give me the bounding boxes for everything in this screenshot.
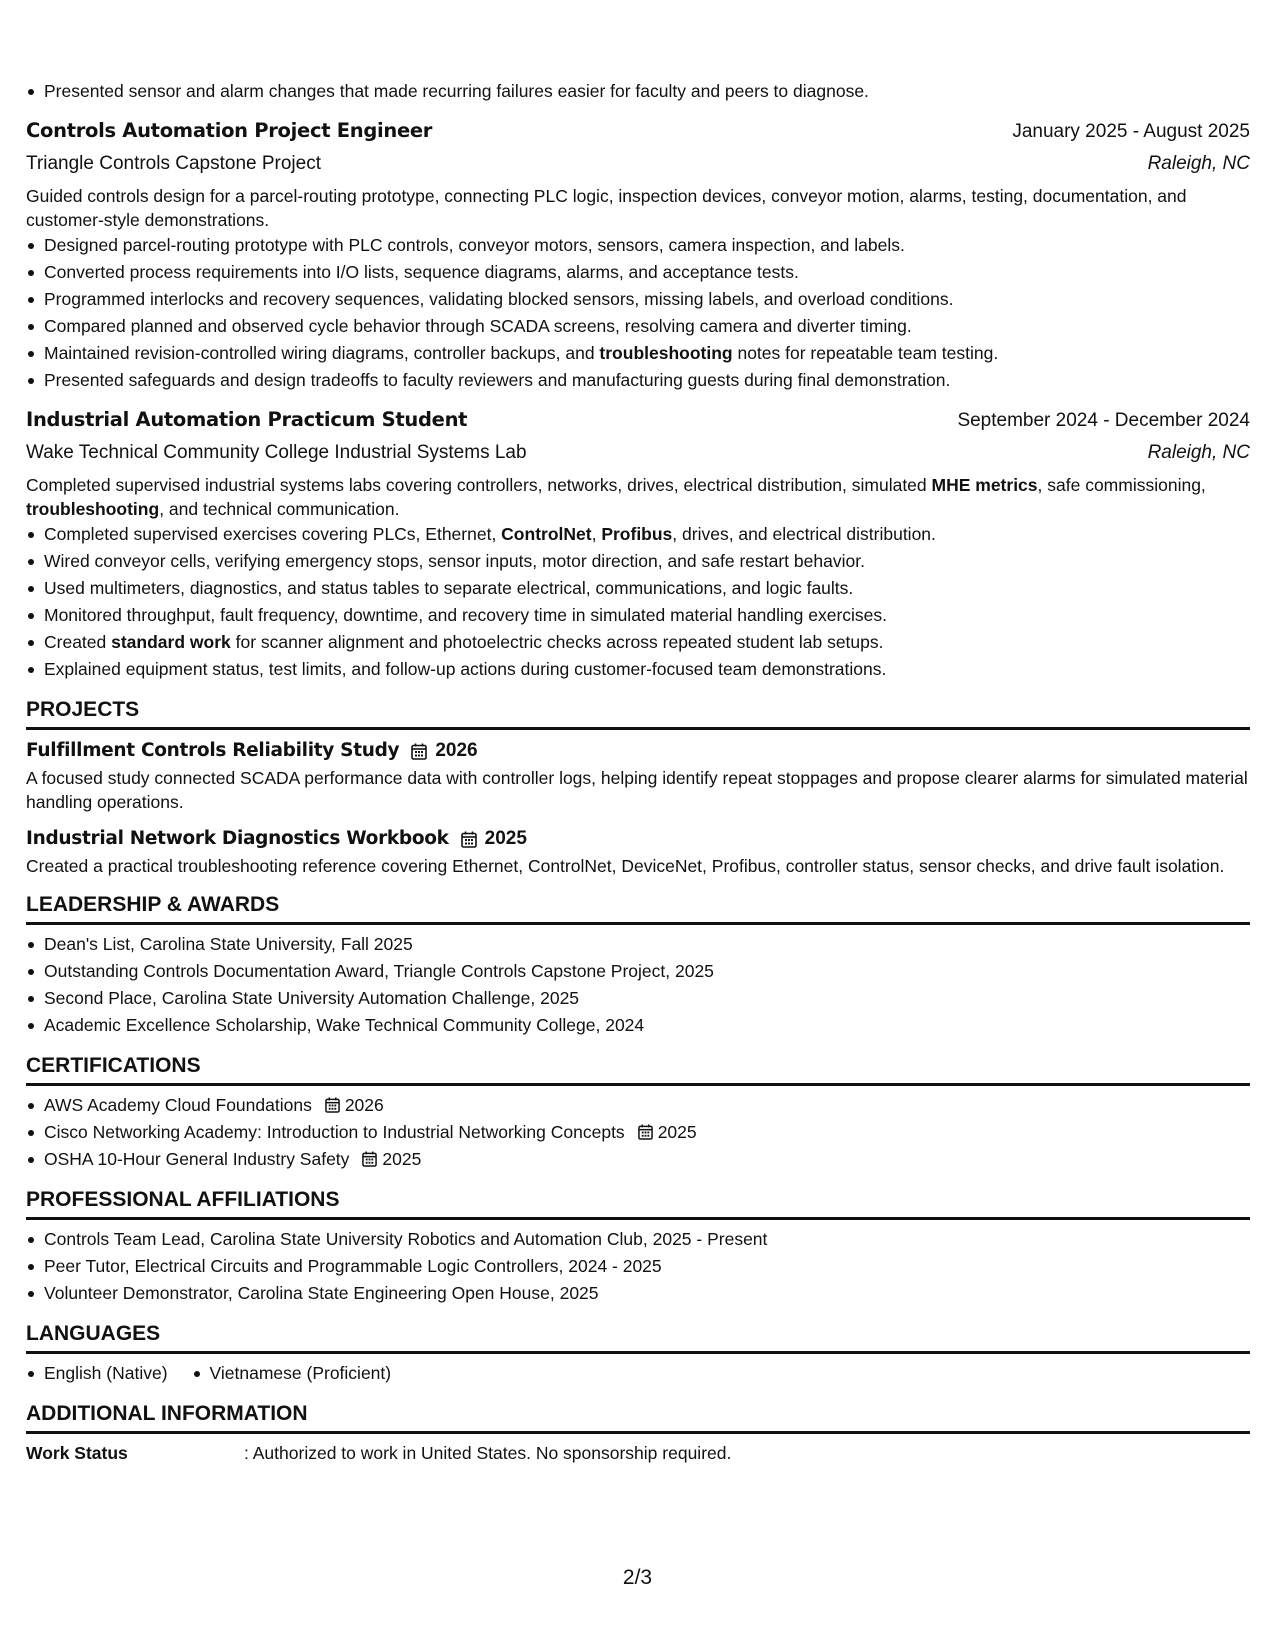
calendar-icon xyxy=(461,831,477,848)
bold-keyword: troubleshooting xyxy=(599,343,733,363)
section-heading: PROFESSIONAL AFFILIATIONS xyxy=(26,1185,1250,1220)
list-item: Compared planned and observed cycle behavior through SCADA screens, resolving camera and diverter timing. xyxy=(26,313,1250,340)
list-item xyxy=(26,1146,1250,1173)
list-item: Controls Team Lead, Carolina State University Robotics and Automation Club, 2025 - Present xyxy=(26,1226,1250,1253)
section-heading: ADDITIONAL INFORMATION xyxy=(26,1399,1250,1434)
list-item: Wired conveyor cells, verifying emergency stops, sensor inputs, motor direction, and safe restart behavior. xyxy=(26,548,1250,575)
bold-keyword: ControlNet xyxy=(501,524,592,544)
experience-entry xyxy=(26,404,1250,683)
certification-name: OSHA 10-Hour General Industry Safety xyxy=(44,1149,350,1169)
certification-year: 2026 xyxy=(344,1095,384,1115)
bold-keyword: Profibus xyxy=(601,524,673,544)
affiliations-section xyxy=(26,1185,1250,1307)
list-item: Programmed interlocks and recovery sequences, validating blocked sensors, missing labels, and overload conditions. xyxy=(26,286,1250,313)
project-year: 2026 xyxy=(435,740,478,761)
section-heading: LANGUAGES xyxy=(26,1319,1250,1354)
languages-list xyxy=(26,1360,1250,1387)
list-item: Presented sensor and alarm changes that made recurring failures easier for faculty and peers to diagnose. xyxy=(26,78,1250,105)
carryover-bullets xyxy=(26,78,1250,105)
job-title: Industrial Automation Practicum Student xyxy=(26,408,468,431)
bold-keyword: troubleshooting xyxy=(26,499,160,519)
calendar-icon xyxy=(362,1148,377,1164)
project-title: Industrial Network Diagnostics Workbook xyxy=(26,828,449,849)
calendar-icon xyxy=(325,1094,340,1110)
project-title: Fulfillment Controls Reliability Study xyxy=(26,740,400,761)
list-item: Vietnamese (Proficient) xyxy=(192,1360,392,1387)
section-heading: PROJECTS xyxy=(26,695,1250,730)
list-item: Completed supervised exercises covering PLCs, Ethernet, ControlNet, Profibus, drives, and electrical distribution. xyxy=(26,521,1250,548)
additional-info-section xyxy=(26,1399,1250,1466)
job-organization: Triangle Controls Capstone Project xyxy=(26,153,321,174)
section-heading: LEADERSHIP & AWARDS xyxy=(26,890,1250,925)
bold-keyword: MHE metrics xyxy=(931,475,1038,495)
list-item: Volunteer Demonstrator, Carolina State Engineering Open House, 2025 xyxy=(26,1280,1250,1307)
awards-list xyxy=(26,931,1250,1039)
list-item: Monitored throughput, fault frequency, downtime, and recovery time in simulated material handling exercises. xyxy=(26,602,1250,629)
certification-year: 2025 xyxy=(382,1149,422,1169)
job-dates: September 2024 - December 2024 xyxy=(957,410,1250,431)
section-heading: CERTIFICATIONS xyxy=(26,1051,1250,1086)
list-item: Created standard work for scanner alignment and photoelectric checks across repeated student lab setups. xyxy=(26,629,1250,656)
certifications-section xyxy=(26,1051,1250,1173)
job-organization: Wake Technical Community College Industrial Systems Lab xyxy=(26,442,527,463)
job-summary: Guided controls design for a parcel-routing prototype, connecting PLC logic, inspection devices, conveyor motion, alarms, testing, documentation, and customer-style demonstrations. xyxy=(26,186,1187,230)
list-item: Outstanding Controls Documentation Award, Triangle Controls Capstone Project, 2025 xyxy=(26,958,1250,985)
project-year: 2025 xyxy=(484,828,527,849)
job-location: Raleigh, NC xyxy=(1147,442,1250,463)
certifications-list xyxy=(26,1092,1250,1173)
languages-section xyxy=(26,1319,1250,1387)
list-item: Designed parcel-routing prototype with PLC controls, conveyor motors, sensors, camera inspection, and labels. xyxy=(26,232,1250,259)
job-summary: Completed supervised industrial systems labs covering controllers, networks, drives, electrical distribution, simulated MHE metrics, safe commissioning, troubleshooting, and technical communication. xyxy=(26,475,1206,519)
list-item xyxy=(26,1119,1250,1146)
job-title: Controls Automation Project Engineer xyxy=(26,119,433,142)
project-description: Created a practical troubleshooting reference covering Ethernet, ControlNet, DeviceNet, Profibus, controller status, sensor checks, and drive fault isolation. xyxy=(26,856,1225,876)
certification-name: AWS Academy Cloud Foundations xyxy=(44,1095,312,1115)
calendar-icon xyxy=(638,1121,653,1137)
page-number: 2/3 xyxy=(622,1566,653,1589)
list-item: English (Native) xyxy=(26,1360,168,1387)
list-item: Peer Tutor, Electrical Circuits and Programmable Logic Controllers, 2024 - 2025 xyxy=(26,1253,1250,1280)
certification-year: 2025 xyxy=(657,1122,697,1142)
list-item: Second Place, Carolina State University Automation Challenge, 2025 xyxy=(26,985,1250,1012)
bold-keyword: standard work xyxy=(111,632,231,652)
job-location: Raleigh, NC xyxy=(1147,153,1250,174)
project-header xyxy=(26,824,1250,854)
list-item: Converted process requirements into I/O lists, sequence diagrams, alarms, and acceptance tests. xyxy=(26,259,1250,286)
calendar-icon xyxy=(411,743,427,760)
list-item: Used multimeters, diagnostics, and status tables to separate electrical, communications, and logic faults. xyxy=(26,575,1250,602)
resume-page xyxy=(26,78,1250,1466)
projects-section xyxy=(26,695,1250,878)
work-status-label: Work Status xyxy=(26,1443,128,1463)
affiliations-list xyxy=(26,1226,1250,1307)
leadership-section xyxy=(26,890,1250,1039)
list-item: Explained equipment status, test limits, and follow-up actions during customer-focused team demonstrations. xyxy=(26,656,1250,683)
project-header xyxy=(26,736,1250,766)
work-status-row xyxy=(26,1440,1250,1466)
work-status-value: : Authorized to work in United States. No sponsorship required. xyxy=(244,1443,732,1463)
certification-name: Cisco Networking Academy: Introduction to Industrial Networking Concepts xyxy=(44,1122,625,1142)
job-dates: January 2025 - August 2025 xyxy=(1012,121,1250,142)
job-bullets xyxy=(26,521,1250,683)
list-item xyxy=(26,1092,1250,1119)
job-bullets xyxy=(26,232,1250,394)
list-item: Academic Excellence Scholarship, Wake Technical Community College, 2024 xyxy=(26,1012,1250,1039)
list-item: Dean's List, Carolina State University, Fall 2025 xyxy=(26,931,1250,958)
experience-entry xyxy=(26,115,1250,394)
project-description: A focused study connected SCADA performance data with controller logs, helping identify repeat stoppages and propose clearer alarms for simulated material handling operations. xyxy=(26,768,1248,812)
list-item: Presented safeguards and design tradeoffs to faculty reviewers and manufacturing guests during final demonstration. xyxy=(26,367,1250,394)
list-item: Maintained revision-controlled wiring diagrams, controller backups, and troubleshooting notes for repeatable team testing. xyxy=(26,340,1250,367)
